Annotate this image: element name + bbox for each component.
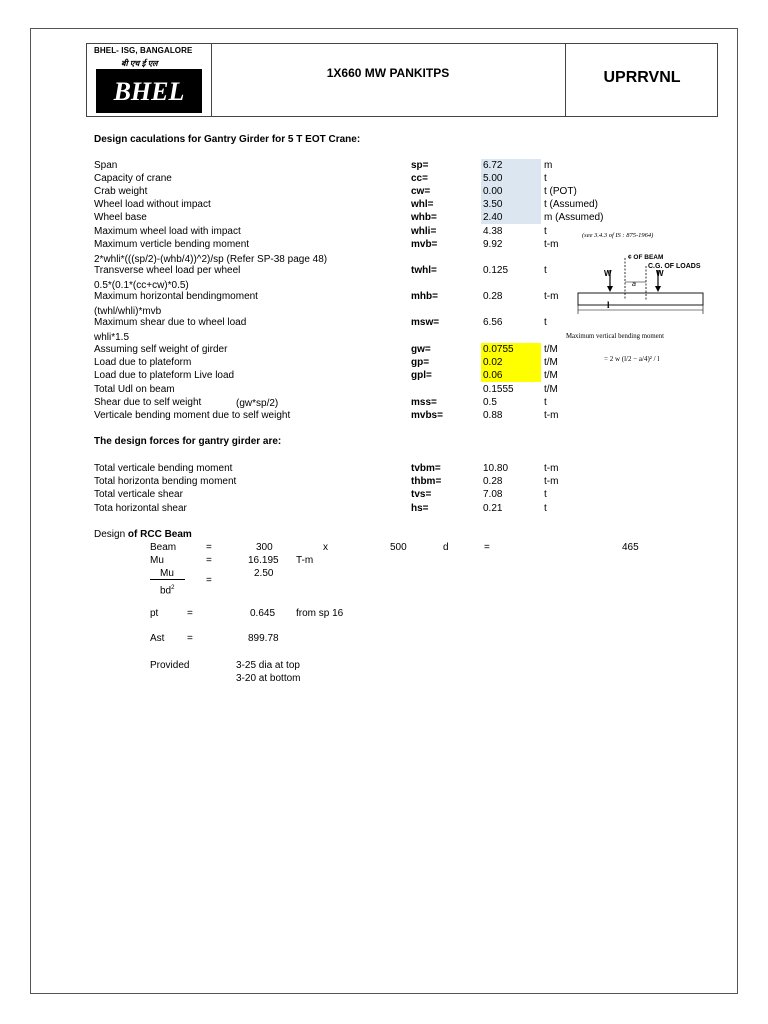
row-unit: t/M [544, 384, 558, 395]
svg-text:= 2 w (l/2 − a/4)² / l: = 2 w (l/2 − a/4)² / l [604, 355, 660, 363]
svg-text:Maximum vertical bending momen: Maximum vertical bending moment [566, 333, 664, 340]
row-value: 0.5 [483, 397, 497, 408]
row-label: Shear due to self weight [94, 397, 202, 408]
row-symbol: whb= [411, 212, 437, 223]
section-title: Design caculations for Gantry Girder for 5 T EOT Crane: [94, 134, 361, 145]
svg-text:(see 3.4.3 of IS : 875-1964): (see 3.4.3 of IS : 875-1964) [582, 232, 654, 239]
force-symbol: hs= [411, 503, 429, 514]
pt-label: pt [150, 608, 159, 619]
frac-denominator: $bd^2$ [160, 585, 175, 597]
d-value: 465 [622, 542, 639, 553]
row-value: 0.0755 [483, 344, 514, 355]
row-label: Transverse wheel load per wheel [94, 265, 241, 276]
row-symbol: cw= [411, 186, 431, 197]
force-value: 0.21 [483, 503, 503, 514]
row-unit: m (Assumed) [544, 212, 604, 223]
row-unit: t [544, 265, 547, 276]
svg-text:l: l [607, 300, 610, 310]
provided-label: Provided [150, 660, 190, 671]
beam-label: Beam [150, 542, 177, 553]
force-value: 10.80 [483, 463, 509, 474]
beam-eq: = [206, 542, 212, 553]
row-unit: t/M [544, 370, 558, 381]
pt-note: from sp 16 [296, 608, 344, 619]
force-unit: t [544, 503, 547, 514]
frac-eq: = [206, 575, 212, 586]
row-unit: t/M [544, 344, 558, 355]
client-cell [565, 44, 718, 116]
row-value: 4.38 [483, 226, 503, 237]
ast-label: Ast [150, 633, 165, 644]
formula-mvb: 2*whli*(((sp/2)-(whb/4))^2)/sp (Refer SP-38 page 48) [94, 254, 328, 265]
row-value: 0.28 [483, 291, 503, 302]
row-label: Load due to plateform Live load [94, 370, 235, 381]
row-unit: t-m [544, 239, 559, 250]
provided-bottom: 3-20 at bottom [236, 673, 301, 684]
force-label: Total horizonta bending moment [94, 476, 237, 487]
svg-text:C.G. OF LOADS: C.G. OF LOADS [648, 263, 701, 270]
fraction-line [150, 579, 185, 580]
ast-value: 899.78 [248, 633, 279, 644]
row-symbol: gw= [411, 344, 431, 355]
force-unit: t-m [544, 463, 559, 474]
row-symbol: cc= [411, 173, 428, 184]
row-value: 5.00 [483, 173, 503, 184]
frac-value: 2.50 [254, 568, 274, 579]
row-label: Maximum shear due to wheel load [94, 317, 247, 328]
row-label: Maximum horizontal bendingmoment [94, 291, 258, 302]
row-value: 0.88 [483, 410, 503, 421]
force-unit: t [544, 489, 547, 500]
mu-value: 16.195 [248, 555, 279, 566]
d-label: d [443, 542, 449, 553]
row-label: Assuming self weight of girder [94, 344, 228, 355]
row-label: Span [94, 160, 118, 171]
row-unit: t-m [544, 410, 559, 421]
force-label: Total verticale bending moment [94, 463, 233, 474]
frac-numerator: Mu [160, 568, 174, 579]
mu-label: Mu [150, 555, 164, 566]
row-unit: t (Assumed) [544, 199, 598, 210]
rcc-title: Design of RCC Beam [94, 529, 192, 540]
row-value: 0.00 [483, 186, 503, 197]
force-symbol: tvbm= [411, 463, 441, 474]
formula-mhb: (twhl/whli)*mvb [94, 306, 162, 317]
row-unit: t [544, 173, 547, 184]
row-label: Wheel load without impact [94, 199, 211, 210]
force-label: Total verticale shear [94, 489, 183, 500]
title-block [86, 43, 718, 117]
bhel-logo-icon [96, 69, 202, 113]
row-unit: t/M [544, 357, 558, 368]
row-label: Maximum wheel load with impact [94, 226, 241, 237]
row-symbol: mss= [411, 397, 437, 408]
row-value: 0.06 [483, 370, 503, 381]
force-unit: t-m [544, 476, 559, 487]
row-label: Total Udl on beam [94, 384, 175, 395]
row-symbol: whl= [411, 199, 434, 210]
formula-twhl: 0.5*(0.1*(cc+cw)*0.5) [94, 280, 189, 291]
row-value: 0.02 [483, 357, 503, 368]
pt-eq: = [187, 608, 193, 619]
row-symbol: sp= [411, 160, 429, 171]
provided-top: 3-25 dia at top [236, 660, 300, 671]
row-unit: t-m [544, 291, 559, 302]
row-value: 3.50 [483, 199, 503, 210]
project-title: 1X660 MW PANKITPS [326, 66, 450, 80]
mu-eq: = [206, 555, 212, 566]
d-eq: = [484, 542, 490, 553]
row-symbol: msw= [411, 317, 440, 328]
svg-text:BHEL: BHEL [113, 77, 185, 106]
row-label: Crab weight [94, 186, 148, 197]
row-symbol: mvbs= [411, 410, 443, 421]
row-label: Wheel base [94, 212, 147, 223]
svg-text:a: a [632, 281, 636, 288]
row-unit: t [544, 317, 547, 328]
row-value: 6.72 [483, 160, 503, 171]
row-value: 2.40 [483, 212, 503, 223]
hindi-logo-text: बी एच ई एल [121, 59, 158, 68]
row-value: 6.56 [483, 317, 503, 328]
row-symbol: gp= [411, 357, 430, 368]
row-label: Maximum verticle bending moment [94, 239, 250, 250]
client-name: UPRRVNL [603, 69, 681, 86]
mu-unit: T-m [296, 555, 314, 566]
logo-cell [87, 44, 212, 116]
design-forces-title: The design forces for gantry girder are: [94, 436, 282, 447]
row-value: 0.1555 [483, 384, 514, 395]
row-unit: t (POT) [544, 186, 577, 197]
org-name: BHEL- ISG, BANGALORE [94, 46, 193, 55]
svg-text:W: W [656, 269, 664, 278]
formula-mss: (gw*sp/2) [236, 398, 279, 409]
row-label: Verticale bending moment due to self weight [94, 410, 291, 421]
force-value: 0.28 [483, 476, 503, 487]
svg-text:W: W [604, 269, 612, 278]
force-symbol: thbm= [411, 476, 442, 487]
beam-x: x [323, 542, 328, 553]
beam-depth: 500 [390, 542, 407, 553]
row-symbol: mvb= [411, 239, 438, 250]
row-symbol: mhb= [411, 291, 438, 302]
row-symbol: whli= [411, 226, 437, 237]
beam-width: 300 [256, 542, 273, 553]
row-value: 9.92 [483, 239, 503, 250]
svg-text:¢ OF BEAM: ¢ OF BEAM [628, 254, 664, 261]
pt-value: 0.645 [250, 608, 276, 619]
force-symbol: tvs= [411, 489, 432, 500]
row-label: Load due to plateform [94, 357, 192, 368]
bending-moment-diagram [560, 228, 710, 378]
formula-msw: whli*1.5 [94, 332, 130, 343]
row-unit: m [544, 160, 553, 171]
ast-eq: = [187, 633, 193, 644]
force-value: 7.08 [483, 489, 503, 500]
row-unit: t [544, 226, 547, 237]
row-symbol: twhl= [411, 265, 437, 276]
row-unit: t [544, 397, 547, 408]
row-label: Capacity of crane [94, 173, 172, 184]
force-label: Tota horizontal shear [94, 503, 187, 514]
row-symbol: gpl= [411, 370, 432, 381]
row-value: 0.125 [483, 265, 509, 276]
